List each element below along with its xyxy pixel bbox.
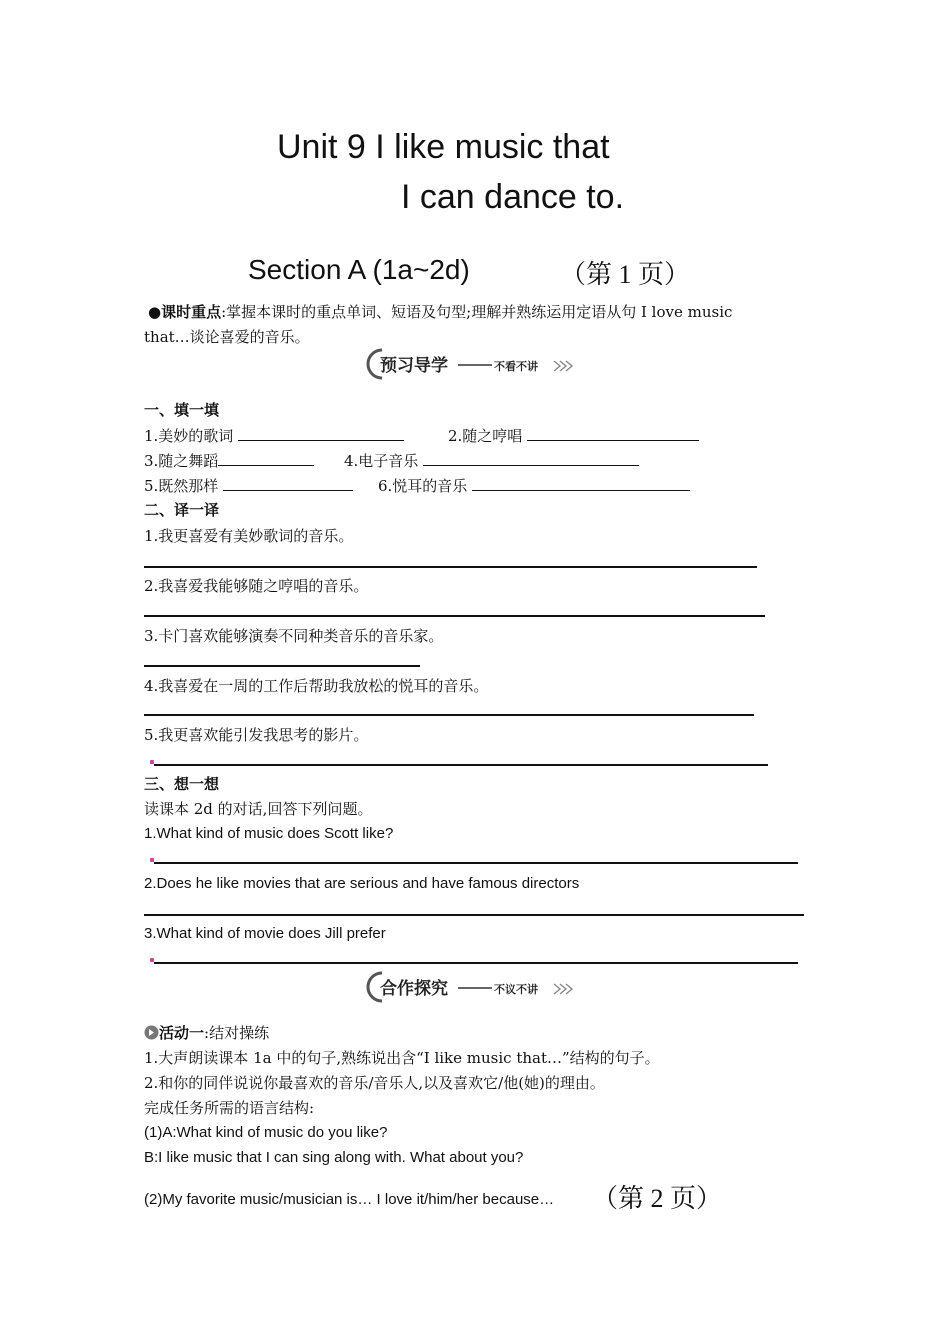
answer-blank[interactable] — [472, 476, 690, 491]
answer-blank[interactable] — [238, 426, 404, 441]
banner-preview-sub: 不看不讲 — [494, 360, 538, 373]
answer-blank[interactable] — [223, 476, 353, 491]
activity1-line-5: B:I like music that I can sing along with. What about you? — [144, 1149, 524, 1166]
answer-blank[interactable] — [527, 426, 699, 441]
activity1-heading — [144, 1023, 269, 1043]
part1-item-label: 6.悦耳的音乐 — [378, 477, 468, 495]
page-tag-2: （第 2 页） — [592, 1184, 723, 1213]
focus-text-1: :掌握本课时的重点单词、短语及句型;理解并熟练运用定语从句 I love music — [221, 303, 733, 321]
answer-line[interactable] — [144, 714, 754, 716]
part3-heading: 三、想一想 — [144, 775, 220, 793]
activity1-title: :结对操练 — [204, 1024, 270, 1042]
part3-item-2: 2.Does he like movies that are serious and have famous directors — [144, 875, 580, 892]
answer-blank[interactable] — [423, 451, 639, 466]
activity1-label: 活动一 — [159, 1024, 205, 1042]
activity1-line-6: (2)My favorite music/musician is… I love it/him/her because… — [144, 1191, 555, 1208]
focus-line-1 — [148, 302, 732, 322]
part3-item-1: 1.What kind of music does Scott like? — [144, 825, 394, 842]
part1-item-6 — [378, 476, 690, 496]
answer-line[interactable] — [154, 962, 798, 964]
part1-item-label: 3.随之舞蹈 — [144, 452, 219, 470]
arrow-circle-icon — [144, 1025, 159, 1040]
title-line-1: Unit 9 I like music that — [277, 128, 610, 166]
activity1-line-2: 2.和你的同伴说说你最喜欢的音乐/音乐人,以及喜欢它/他(她)的理由。 — [144, 1074, 605, 1092]
part1-item-label: 2.随之哼唱 — [448, 427, 523, 445]
part1-item-4 — [344, 451, 639, 471]
banner-cooperate-sub: 不议不讲 — [494, 983, 538, 996]
activity1-line-3: 完成任务所需的语言结构: — [144, 1099, 315, 1117]
answer-line[interactable] — [154, 764, 768, 766]
banner-preview-main: 预习导学 — [380, 356, 448, 376]
answer-line[interactable] — [154, 862, 798, 864]
part1-item-5 — [144, 476, 353, 496]
part2-item-3: 3.卡门喜欢能够演奏不同种类音乐的音乐家。 — [144, 627, 444, 645]
answer-line[interactable] — [144, 566, 757, 568]
part3-intro: 读课本 2d 的对话,回答下列问题。 — [144, 800, 373, 818]
part1-item-1 — [144, 426, 404, 446]
answer-line[interactable] — [144, 665, 420, 667]
activity1-line-4: (1)A:What kind of music do you like? — [144, 1124, 388, 1141]
part2-item-5: 5.我更喜欢能引发我思考的影片。 — [144, 726, 369, 744]
title-line-2: I can dance to. — [401, 178, 625, 216]
answer-blank[interactable] — [218, 451, 314, 466]
answer-line[interactable] — [144, 615, 765, 617]
focus-line-2: that…谈论喜爱的音乐。 — [144, 328, 310, 346]
section-title: Section A (1a~2d) — [248, 254, 470, 285]
part2-heading: 二、译一译 — [144, 501, 220, 519]
part3-item-3: 3.What kind of movie does Jill prefer — [144, 925, 386, 942]
part2-item-1: 1.我更喜爱有美妙歌词的音乐。 — [144, 527, 354, 545]
activity1-line-1: 1.大声朗读课本 1a 中的句子,熟练说出含“I like music that…”结构的句子。 — [144, 1049, 660, 1067]
focus-label: ●课时重点 — [148, 303, 222, 321]
part1-item-2 — [448, 426, 699, 446]
banner-preview — [366, 347, 586, 381]
part1-item-label: 4.电子音乐 — [344, 452, 419, 470]
part1-item-3 — [144, 451, 314, 471]
part1-item-label: 1.美妙的歌词 — [144, 427, 234, 445]
banner-cooperate-graphic — [366, 970, 586, 1004]
banner-cooperate-main: 合作探究 — [380, 979, 448, 999]
answer-line[interactable] — [144, 914, 804, 916]
part1-heading: 一、填一填 — [144, 401, 220, 419]
banner-cooperate — [366, 970, 586, 1004]
page-tag-1: （第 1 页） — [560, 260, 691, 289]
part2-item-2: 2.我喜爱我能够随之哼唱的音乐。 — [144, 577, 369, 595]
part1-item-label: 5.既然那样 — [144, 477, 219, 495]
banner-preview-graphic — [366, 347, 586, 381]
part2-item-4: 4.我喜爱在一周的工作后帮助我放松的悦耳的音乐。 — [144, 677, 489, 695]
